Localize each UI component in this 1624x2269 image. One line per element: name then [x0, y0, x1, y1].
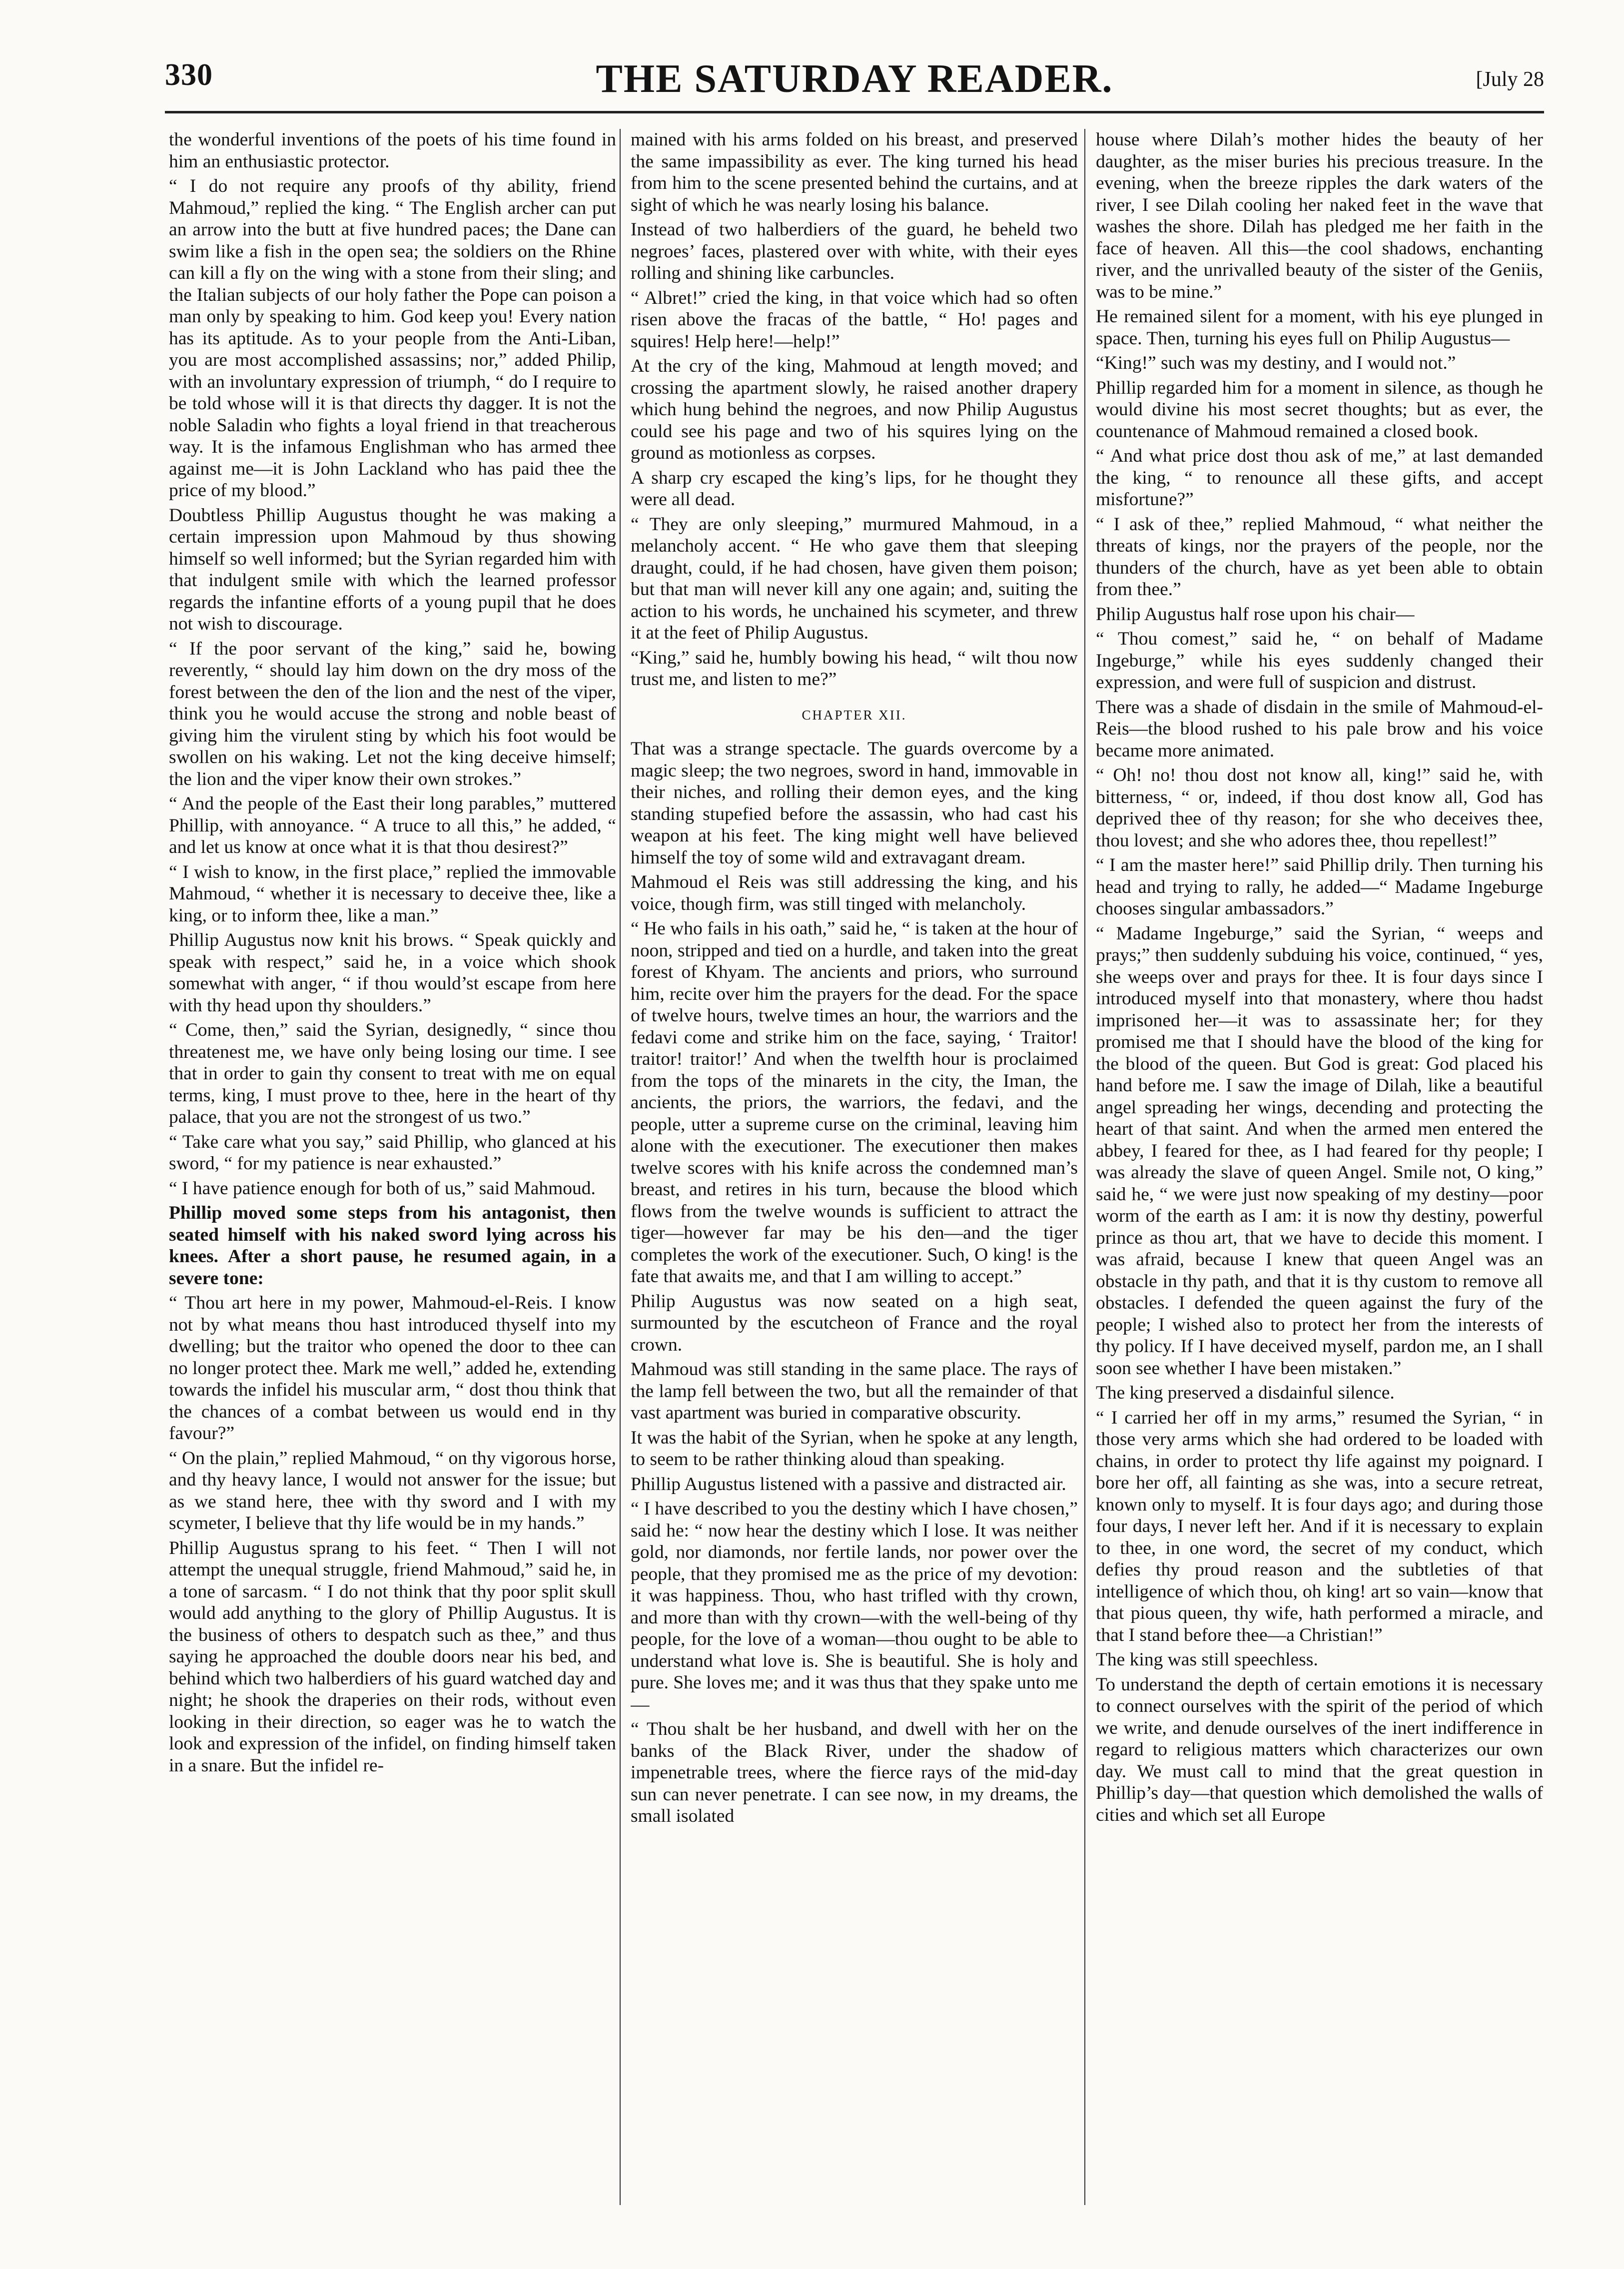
- paragraph: Philip Augustus was now seated on a high seat, surmounted by the escutcheon of France and the royal crown.: [631, 1291, 1078, 1355]
- paragraph: “ I do not require any proofs of thy ability, friend Mahmoud,” replied the king. “ The English archer can put an arrow into the butt at five hundred paces; the Dane can swim like a fish in the open sea; the soldiers on the Rhine can kill a fly on the wing with a stone from their sling; and the Italian subjects of our holy father the Pope can poison a man only by speaking to him. God keep you! Every nation has its aptitude. As to your people from the Anti-Liban, you are most accomplished assassins; nor,” added Philip, with an involuntary expression of triumph, “ do I require to be told whose will it is that directs thy dagger. It is not the noble Saladin who fights a loyal friend in that treacherous way. It is the infamous Englishman who has armed thee against me—it is John Lackland who has paid thee the price of my blood.”: [169, 176, 616, 501]
- paragraph: “ Come, then,” said the Syrian, designedly, “ since thou threatenest me, we have only being losing our time. I see that in order to gain thy consent to treat with me on equal terms, king, I must prove to thee, here in the heart of thy palace, that you are not the strongest of us two.”: [169, 1020, 616, 1127]
- paragraph: “ I wish to know, in the first place,” replied the immovable Mahmoud, “ whether it is necessary to deceive thee, like a king, or to inform thee, like a man.”: [169, 861, 616, 926]
- paragraph: That was a strange spectacle. The guards overcome by a magic sleep; the two negroes, sword in hand, immovable in their niches, and rolling their demon eyes, and the king standing stupefied before the assassin, who had cast his weapon at his feet. The king might well have believed himself the toy of some wild and extravagant dream.: [631, 739, 1078, 868]
- paragraph: At the cry of the king, Mahmoud at length moved; and crossing the apartment slowly, he raised another drapery which hung behind the negroes, and now Philip Augustus could see his page and two of his squires lying on the ground as motionless as corpses.: [631, 356, 1078, 463]
- paragraph: Phillip Augustus sprang to his feet. “ Then I will not attempt the unequal struggle, friend Mahmoud,” said he, in a tone of sarcasm. “ I do not think that thy poor split skull would add anything to the glory of Phillip Augustus. It is the business of others to despatch such as thee,” and thus saying he approached the double doors near his bed, and behind which two halberdiers of his guard watched day and night; he shook the draperies on their rods, without even looking in their direction, so eager was he to watch the look and expression of the infidel, on finding himself taken in a snare. But the infidel re-: [169, 1537, 616, 1776]
- paragraph: mained with his arms folded on his breast, and preserved the same impassibility as ever. The king turned his head from him to the scene presented behind the curtains, and at sight of which he was nearly losing his balance.: [631, 129, 1078, 215]
- paragraph: To understand the depth of certain emotions it is necessary to connect ourselves with the spirit of the period of which we write, and denude ourselves of the inert indifference in regard to religious matters which characterizes our own day. We must call to mind that the great question in Phillip’s day—that question which demolished the walls of cities and which set all Europe: [1096, 1674, 1543, 1825]
- paragraph: Philip Augustus half rose upon his chair—: [1096, 604, 1415, 625]
- chapter-heading: CHAPTER XII.: [802, 707, 907, 723]
- paragraph: “ And the people of the East their long parables,” muttered Phillip, with annoyance. “ A truce to all this,” he added, “ and let us know at once what it is that thou desirest?”: [169, 793, 616, 857]
- paragraph: The king preserved a disdainful silence.: [1096, 1383, 1395, 1403]
- page-number: 330: [165, 58, 213, 92]
- paragraph: the wonderful inventions of the poets of his time found in him an enthusiastic protector.: [169, 129, 616, 172]
- column-divider: [620, 129, 621, 2205]
- column-2: [631, 129, 1078, 2203]
- paragraph: Phillip moved some steps from his antagonist, then seated himself with his naked sword lying across his knees. After a short pause, he resumed again, in a severe tone:: [169, 1203, 616, 1289]
- paragraph: “ Thou shalt be her husband, and dwell with her on the banks of the Black River, under the shadow of impenetrable trees, where the fierce rays of the mid-day sun can never penetrate. I can see now, in my dreams, the small isolated: [631, 1719, 1078, 1826]
- paragraph: “ I am the master here!” said Phillip drily. Then turning his head and trying to rally, he added—“ Madame Ingeburge chooses singular ambassadors.”: [1096, 855, 1543, 919]
- issue-date: [July 28: [1476, 68, 1544, 91]
- paragraph: “ Madame Ingeburge,” said the Syrian, “ weeps and prays;” then suddenly subduing his voice, continued, “ yes, she weeps over and prays for thee. It is four days since I introduced myself into that monastery, where thou hadst imprisoned her—it was to assassinate her; for they promised me that I should have the blood of the king for the blood of the queen. But God is great: God placed his hand before me. I saw the image of Dilah, like a beautiful angel spreading her wings, decending and protecting the heart of that saint. And when the armed men entered the abbey, I feared for thee, as I had feared for thy people; I was already the slave of queen Angel. Smile not, O king,” said he, “ we were just now speaking of my destiny—poor worm of the earth as I am: it is now thy destiny, powerful prince as thou art, that we have to decide this moment. I was afraid, because I knew that queen Angel was an obstacle in thy path, and that it is thy custom to remove all obstacles. I defended the queen against the fury of the people; I wished also to protect her from the interests of thy policy. If I have deceived myself, pardon me, an I shall soon see whether I have been mistaken.”: [1096, 923, 1543, 1379]
- paragraph: He remained silent for a moment, with his eye plunged in space. Then, turning his eyes full on Philip Augustus—: [1096, 306, 1543, 349]
- paragraph: “ On the plain,” replied Mahmoud, “ on thy vigorous horse, and thy heavy lance, I would not answer for the issue; but as we stand here, thee with thy sword and I with my scymeter, I believe that thy life would be in my hands.”: [169, 1448, 616, 1533]
- paragraph: “King,” said he, humbly bowing his head, “ wilt thou now trust me, and listen to me?”: [631, 647, 1078, 690]
- paragraph: “ Oh! no! thou dost not know all, king!” said he, with bitterness, “ or, indeed, if thou dost know all, God has deprived thee of thy reason; for she who deceives thee, thou lovest; and she who adores thee, thou repellest!”: [1096, 765, 1543, 851]
- paragraph: Phillip regarded him for a moment in silence, as though he would divine his most secret thoughts; but as ever, the countenance of Mahmoud remained a closed book.: [1096, 377, 1543, 442]
- paragraph: “ I carried her off in my arms,” resumed the Syrian, “ in those very arms which she had ordered to be loaded with chains, in order to protect thy life against my poignard. I bore her off, all fainting as she was, into a secure retreat, known only to myself. It is four days ago; and during those four days, I never left her. And if it is necessary to explain to thee, in one word, the secret of my conduct, which defies thy proud reason and the subtleties of that intelligence of which thou, oh king! art so vain—know that that pious queen, thy wife, hath performed a miracle, and that I stand before thee—a Christian!”: [1096, 1407, 1543, 1645]
- paragraph: A sharp cry escaped the king’s lips, for he thought they were all dead.: [631, 467, 1078, 510]
- paragraph: “ I ask of thee,” replied Mahmoud, “ what neither the threats of kings, nor the prayers of the people, nor the thunders of the church, have as yet been able to obtain from thee.”: [1096, 514, 1543, 600]
- paragraph: house where Dilah’s mother hides the beauty of her daughter, as the miser buries his precious treasure. In the evening, when the breeze ripples the dark waters of the river, I see Dilah cooling her naked feet in the wave that washes the shore. Dilah has pledged me her faith in the face of heaven. All this—the cool shadows, enchanting river, and the unrivalled beauty of the sister of the Geniis, was to be mine.”: [1096, 129, 1543, 302]
- paragraph: “ They are only sleeping,” murmured Mahmoud, in a melancholy accent. “ He who gave them that sleeping draught, could, if he had chosen, have given them poison; but that man will never kill any one again; and, suiting the action to his words, he unchained his scymeter, and threw it at the feet of Philip Augustus.: [631, 514, 1078, 643]
- paragraph: “King!” such was my destiny, and I would not.”: [1096, 353, 1456, 373]
- column-1: [169, 129, 616, 2203]
- paragraph: “ Take care what you say,” said Phillip, who glanced at his sword, “ for my patience is near exhausted.”: [169, 1131, 616, 1174]
- paragraph: Doubtless Phillip Augustus thought he was making a certain impression upon Mahmoud by thus showing himself so well informed; but the Syrian regarded him with that indulgent smile with which the learned professor regards the infantine efforts of a young pupil that he does not wish to discourage.: [169, 505, 616, 634]
- paragraph: It was the habit of the Syrian, when he spoke at any length, to seem to be rather thinking aloud than speaking.: [631, 1427, 1078, 1470]
- paragraph: Phillip Augustus listened with a passive and distracted air.: [631, 1474, 1066, 1495]
- paragraph: Instead of two halberdiers of the guard, he beheld two negroes’ faces, plastered over with white, with their eyes rolling and shining like carbuncles.: [631, 219, 1078, 283]
- paragraph: Phillip Augustus now knit his brows. “ Speak quickly and speak with respect,” said he, in a voice which shook somewhat with anger, “ if thou would’st escape from here with thy head upon thy shoulders.”: [169, 930, 616, 1016]
- paragraph: The king was still speechless.: [1096, 1649, 1318, 1670]
- paragraph: Mahmoud el Reis was still addressing the king, and his voice, though firm, was still tinged with melancholy.: [631, 872, 1078, 914]
- paragraph: “ He who fails in his oath,” said he, “ is taken at the hour of noon, stripped and tied on a hurdle, and taken into the great forest of Khyam. The ancients and priors, who surround him, recite over him the prayers for the dead. For the space of twelve hours, twelve times an hour, the warriors and the fedavi come and strike him on the face, saying, ‘ Traitor! traitor! traitor!’ And when the twelfth hour is proclaimed from the tops of the minarets in the city, the Iman, the ancients, the priors, the warriors, the fedavi, and the people, utter a supreme curse on the criminal, leaving him alone with the executioner. The executioner then makes twelve scores with his knife across the condemned man’s breast, and retires in his turn, because the blood which flows from the twelve wounds is sufficient to attract the tiger—however far may be his den—and the tiger completes the work of the executioner. Such, O king! is the fate that awaits me, and that I am willing to accept.”: [631, 918, 1078, 1287]
- paragraph: Mahmoud was still standing in the same place. The rays of the lamp fell between the two, but all the remainder of that vast apartment was buried in comparative obscurity.: [631, 1359, 1078, 1423]
- paragraph: “ I have described to you the destiny which I have chosen,” said he: “ now hear the destiny which I lose. It was neither gold, nor diamonds, nor fertile lands, nor power over the people, that they promised me as the price of my devotion: it was happiness. Thou, who hast trifled with thy crown, and more than with thy crown—with the well-being of thy people, for the love of a woman—thou ought to be able to understand what love is. She is beautiful. She is holy and pure. She loves me; and it was thus that they spake unto me—: [631, 1499, 1078, 1715]
- paragraph: “ I have patience enough for both of us,” said Mahmoud.: [169, 1178, 596, 1199]
- paragraph: “ And what price dost thou ask of me,” at last demanded the king, “ to renounce all these gifts, and accept misfortune?”: [1096, 446, 1543, 510]
- paragraph: There was a shade of disdain in the smile of Mahmoud-el-Reis—the blood rushed to his pale brow and his voice became more animated.: [1096, 697, 1543, 761]
- paragraph: “ Albret!” cried the king, in that voice which had so often risen above the fracas of the battle, “ Ho! pages and squires! Help here!—help!”: [631, 287, 1078, 352]
- page-header: [165, 47, 1544, 102]
- header-rule: [165, 111, 1544, 113]
- paragraph: “ Thou art here in my power, Mahmoud-el-Reis. I know not by what means thou hast introduced thyself into my dwelling; but the traitor who opened the door to thee can no longer protect thee. Mark me well,” added he, extending towards the infidel his muscular arm, “ dost thou think that the chances of a combat between us would end in thy favour?”: [169, 1293, 616, 1444]
- paragraph: “ If the poor servant of the king,” said he, bowing reverently, “ should lay him down on the dry moss of the forest between the den of the lion and the nest of the viper, think you he would accuse the strong and noble beast of giving him the virulent sting by which his foot would be swollen on his waking. Let not the king deceive himself; the lion and the viper know their own strokes.”: [169, 638, 616, 789]
- column-divider: [1084, 129, 1085, 2205]
- paragraph: “ Thou comest,” said he, “ on behalf of Madame Ingeburge,” while his eyes suddenly changed their expression, and were full of suspicion and distrust.: [1096, 629, 1543, 693]
- masthead-title: THE SATURDAY READER.: [596, 57, 1113, 101]
- column-3: [1096, 129, 1543, 2203]
